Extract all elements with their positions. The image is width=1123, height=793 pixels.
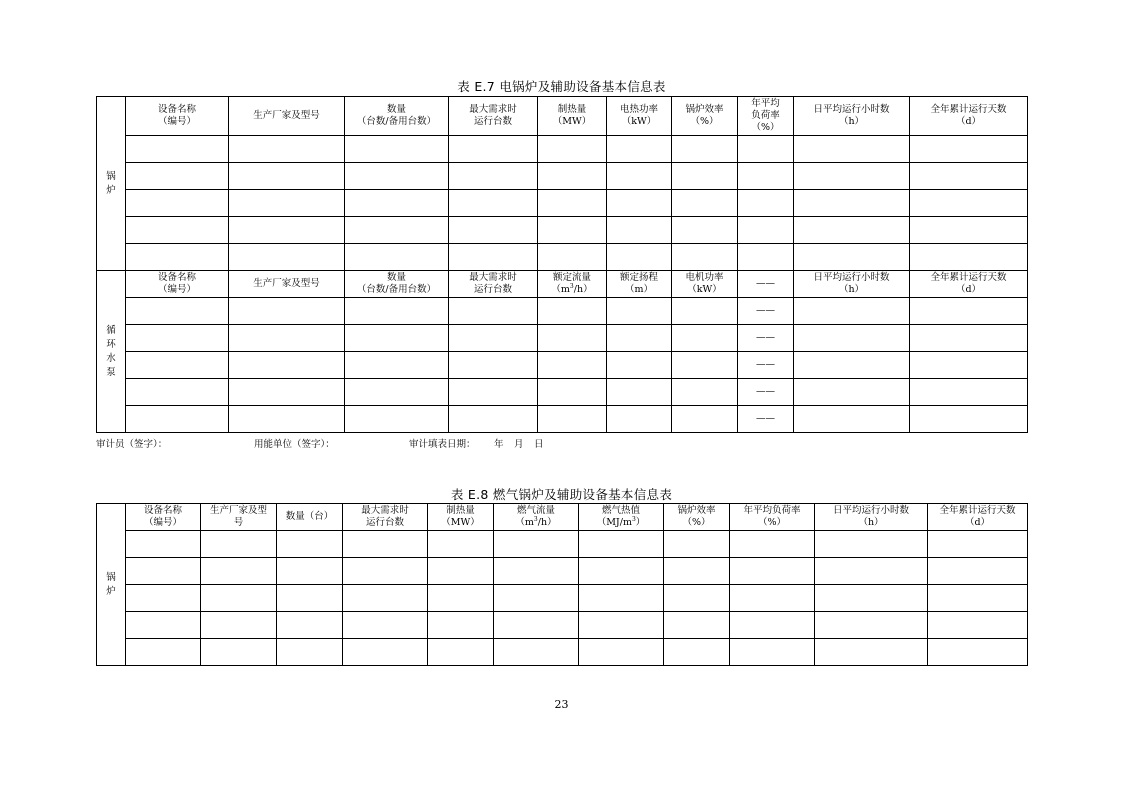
input-cell[interactable] (229, 298, 345, 325)
input-cell[interactable] (229, 406, 345, 433)
fill-date-label: 审计填表日期： (409, 439, 476, 450)
input-cell[interactable] (229, 190, 345, 217)
section-label-boiler: 锅炉 (97, 97, 126, 271)
header-manufacturer: 生产厂家及型号 (229, 271, 345, 298)
input-cell[interactable] (345, 406, 449, 433)
input-cell[interactable] (449, 217, 538, 244)
input-cell[interactable] (538, 244, 607, 271)
input-cell[interactable] (607, 136, 672, 163)
input-cell[interactable] (201, 531, 277, 558)
dash-cell: —— (738, 271, 794, 298)
header-rated-flow: 额定流量 $(m^3/h)$ (538, 271, 607, 298)
dash-cell: —— (738, 298, 794, 325)
input-cell[interactable] (449, 136, 538, 163)
header-heating: 制热量 （MW） (538, 97, 607, 136)
input-cell[interactable] (126, 190, 229, 217)
date-year-label: 年 (494, 439, 504, 450)
input-cell[interactable] (738, 190, 794, 217)
input-cell[interactable] (229, 379, 345, 406)
input-cell[interactable] (449, 163, 538, 190)
input-cell[interactable] (345, 244, 449, 271)
input-cell[interactable] (201, 639, 277, 666)
input-cell[interactable] (607, 325, 672, 352)
input-cell[interactable] (815, 585, 928, 612)
input-cell[interactable] (449, 244, 538, 271)
input-cell[interactable] (664, 531, 730, 558)
input-cell[interactable] (277, 585, 343, 612)
dash-cell: —— (738, 325, 794, 352)
input-cell[interactable] (607, 352, 672, 379)
input-cell[interactable] (794, 352, 910, 379)
input-cell[interactable] (126, 136, 229, 163)
input-cell[interactable] (126, 298, 229, 325)
input-cell[interactable] (229, 136, 345, 163)
input-cell[interactable] (607, 298, 672, 325)
date-day-label: 日 (534, 439, 544, 450)
input-cell[interactable] (494, 639, 579, 666)
table-e7-title: 表 E.7 电锅炉及辅助设备基本信息表 (457, 79, 666, 94)
input-cell[interactable] (345, 136, 449, 163)
input-cell[interactable] (910, 352, 1028, 379)
header-gas-flow: 燃气流量 $(m^3/h)$ (494, 504, 579, 531)
input-cell[interactable] (538, 298, 607, 325)
input-cell[interactable] (910, 379, 1028, 406)
input-cell[interactable] (815, 531, 928, 558)
input-cell[interactable] (126, 217, 229, 244)
input-cell[interactable] (229, 352, 345, 379)
input-cell[interactable] (345, 325, 449, 352)
input-cell[interactable] (126, 163, 229, 190)
table-row (97, 612, 1028, 639)
header-device-name: 设备名称 （编号） (126, 97, 229, 136)
section-label-pump: 循环水泵 (97, 271, 126, 433)
unit-signature-label: 用能单位（签字）： (254, 439, 335, 450)
table-row (97, 136, 1028, 163)
table-row (97, 531, 1028, 558)
input-cell[interactable] (345, 217, 449, 244)
e8-header-row (97, 504, 1028, 531)
input-cell[interactable] (201, 612, 277, 639)
input-cell[interactable] (607, 190, 672, 217)
input-cell[interactable] (928, 585, 1028, 612)
input-cell[interactable] (428, 585, 494, 612)
input-cell[interactable] (672, 406, 738, 433)
input-cell[interactable] (126, 352, 229, 379)
input-cell[interactable] (538, 217, 607, 244)
header-electric-power: 电热功率 （kW） (607, 97, 672, 136)
dash-cell: —— (738, 352, 794, 379)
input-cell[interactable] (730, 531, 815, 558)
input-cell[interactable] (229, 163, 345, 190)
input-cell[interactable] (664, 585, 730, 612)
input-cell[interactable] (449, 352, 538, 379)
header-max-demand: 最大需求时 运行台数 (343, 504, 428, 531)
header-annual-days: 全年累计运行天数 （d） (910, 271, 1028, 298)
input-cell[interactable] (815, 612, 928, 639)
signature-line (96, 438, 1026, 452)
input-cell[interactable] (201, 558, 277, 585)
input-cell[interactable] (672, 136, 738, 163)
header-device-name: 设备名称 （编号） (126, 504, 201, 531)
input-cell[interactable] (345, 298, 449, 325)
input-cell[interactable] (579, 585, 664, 612)
header-efficiency: 锅炉效率 （%） (664, 504, 730, 531)
date-month-label: 月 (514, 439, 524, 450)
table-row (97, 639, 1028, 666)
pump-header-row (97, 271, 1028, 298)
input-cell[interactable] (794, 163, 910, 190)
header-daily-hours: 日平均运行小时数 （h） (794, 271, 910, 298)
input-cell[interactable] (664, 612, 730, 639)
input-cell[interactable] (928, 558, 1028, 585)
input-cell[interactable] (126, 612, 201, 639)
input-cell[interactable] (538, 163, 607, 190)
input-cell[interactable] (343, 531, 428, 558)
input-cell[interactable] (815, 558, 928, 585)
input-cell[interactable] (538, 352, 607, 379)
input-cell[interactable] (494, 612, 579, 639)
header-rated-head: 额定扬程 （m） (607, 271, 672, 298)
table-row (97, 325, 1028, 352)
header-device-name: 设备名称 （编号） (126, 271, 229, 298)
input-cell[interactable] (730, 558, 815, 585)
input-cell[interactable] (538, 136, 607, 163)
table-row (97, 163, 1028, 190)
table-row (97, 217, 1028, 244)
input-cell[interactable] (343, 558, 428, 585)
input-cell[interactable] (126, 325, 229, 352)
input-cell[interactable] (579, 639, 664, 666)
input-cell[interactable] (538, 379, 607, 406)
input-cell[interactable] (343, 639, 428, 666)
input-cell[interactable] (345, 190, 449, 217)
input-cell[interactable] (345, 352, 449, 379)
input-cell[interactable] (672, 163, 738, 190)
header-load-rate: 年平均负荷率 （%） (730, 504, 815, 531)
boiler-header-row (97, 97, 1028, 136)
input-cell[interactable] (607, 217, 672, 244)
input-cell[interactable] (277, 612, 343, 639)
header-annual-days: 全年累计运行天数 （d） (910, 97, 1028, 136)
header-manufacturer: 生产厂家及型 号 (201, 504, 277, 531)
input-cell[interactable] (607, 379, 672, 406)
input-cell[interactable] (910, 244, 1028, 271)
input-cell[interactable] (428, 531, 494, 558)
header-quantity: 数量（台） (277, 504, 343, 531)
input-cell[interactable] (738, 163, 794, 190)
header-load-rate: 年平均 负荷率 （%） (738, 97, 794, 136)
input-cell[interactable] (672, 190, 738, 217)
input-cell[interactable] (494, 531, 579, 558)
input-cell[interactable] (345, 163, 449, 190)
input-cell[interactable] (343, 612, 428, 639)
input-cell[interactable] (607, 244, 672, 271)
header-motor-power: 电机功率 （kW） (672, 271, 738, 298)
input-cell[interactable] (794, 325, 910, 352)
table-row (97, 585, 1028, 612)
input-cell[interactable] (607, 406, 672, 433)
header-efficiency: 锅炉效率 （%） (672, 97, 738, 136)
input-cell[interactable] (730, 639, 815, 666)
input-cell[interactable] (343, 585, 428, 612)
input-cell[interactable] (345, 379, 449, 406)
table-row (97, 379, 1028, 406)
input-cell[interactable] (126, 585, 201, 612)
input-cell[interactable] (277, 558, 343, 585)
dash-cell: —— (738, 379, 794, 406)
table-row (97, 558, 1028, 585)
header-max-demand: 最大需求时 运行台数 (449, 97, 538, 136)
header-heating: 制热量 （MW） (428, 504, 494, 531)
input-cell[interactable] (910, 163, 1028, 190)
input-cell[interactable] (672, 244, 738, 271)
input-cell[interactable] (794, 136, 910, 163)
table-e7 (96, 96, 1028, 433)
input-cell[interactable] (815, 639, 928, 666)
input-cell[interactable] (730, 585, 815, 612)
input-cell[interactable] (494, 585, 579, 612)
input-cell[interactable] (910, 190, 1028, 217)
input-cell[interactable] (672, 379, 738, 406)
input-cell[interactable] (910, 217, 1028, 244)
input-cell[interactable] (607, 163, 672, 190)
table-row (97, 190, 1028, 217)
input-cell[interactable] (794, 406, 910, 433)
input-cell[interactable] (201, 585, 277, 612)
input-cell[interactable] (794, 217, 910, 244)
input-cell[interactable] (449, 190, 538, 217)
input-cell[interactable] (794, 190, 910, 217)
input-cell[interactable] (730, 612, 815, 639)
input-cell[interactable] (928, 639, 1028, 666)
input-cell[interactable] (910, 406, 1028, 433)
dash-cell: —— (738, 406, 794, 433)
input-cell[interactable] (449, 325, 538, 352)
input-cell[interactable] (672, 325, 738, 352)
input-cell[interactable] (928, 531, 1028, 558)
input-cell[interactable] (126, 244, 229, 271)
input-cell[interactable] (277, 639, 343, 666)
header-daily-hours: 日平均运行小时数 （h） (815, 504, 928, 531)
input-cell[interactable] (672, 217, 738, 244)
input-cell[interactable] (738, 217, 794, 244)
input-cell[interactable] (910, 325, 1028, 352)
header-quantity: 数量 （台数/备用台数） (345, 97, 449, 136)
table-e8 (96, 503, 1028, 666)
input-cell[interactable] (738, 136, 794, 163)
input-cell[interactable] (428, 612, 494, 639)
input-cell[interactable] (910, 136, 1028, 163)
table-row (97, 244, 1028, 271)
input-cell[interactable] (229, 244, 345, 271)
input-cell[interactable] (928, 612, 1028, 639)
input-cell[interactable] (126, 531, 201, 558)
input-cell[interactable] (794, 244, 910, 271)
header-annual-days: 全年累计运行天数 （d） (928, 504, 1028, 531)
input-cell[interactable] (229, 325, 345, 352)
header-manufacturer: 生产厂家及型号 (229, 97, 345, 136)
page-number: 23 (554, 698, 569, 711)
input-cell[interactable] (494, 558, 579, 585)
table-e8-title: 表 E.8 燃气锅炉及辅助设备基本信息表 (450, 487, 673, 502)
table-row (97, 352, 1028, 379)
input-cell[interactable] (672, 298, 738, 325)
input-cell[interactable] (794, 298, 910, 325)
input-cell[interactable] (428, 639, 494, 666)
input-cell[interactable] (126, 379, 229, 406)
input-cell[interactable] (229, 217, 345, 244)
input-cell[interactable] (538, 325, 607, 352)
input-cell[interactable] (538, 190, 607, 217)
section-label-boiler: 锅炉 (97, 504, 126, 666)
header-gas-heat-value: 燃气热值 $(MJ/m^3)$ (579, 504, 664, 531)
table-row (97, 406, 1028, 433)
input-cell[interactable] (664, 639, 730, 666)
input-cell[interactable] (738, 244, 794, 271)
input-cell[interactable] (538, 406, 607, 433)
table-row (97, 298, 1028, 325)
input-cell[interactable] (794, 379, 910, 406)
header-daily-hours: 日平均运行小时数 （h） (794, 97, 910, 136)
input-cell[interactable] (126, 639, 201, 666)
input-cell[interactable] (126, 406, 229, 433)
input-cell[interactable] (277, 531, 343, 558)
input-cell[interactable] (449, 298, 538, 325)
header-quantity: 数量 （台数/备用台数） (345, 271, 449, 298)
input-cell[interactable] (910, 298, 1028, 325)
input-cell[interactable] (672, 352, 738, 379)
input-cell[interactable] (579, 558, 664, 585)
input-cell[interactable] (579, 612, 664, 639)
input-cell[interactable] (449, 379, 538, 406)
input-cell[interactable] (126, 558, 201, 585)
input-cell[interactable] (428, 558, 494, 585)
input-cell[interactable] (449, 406, 538, 433)
input-cell[interactable] (579, 531, 664, 558)
auditor-signature-label: 审计员（签字）： (96, 439, 168, 450)
header-max-demand: 最大需求时 运行台数 (449, 271, 538, 298)
input-cell[interactable] (664, 558, 730, 585)
